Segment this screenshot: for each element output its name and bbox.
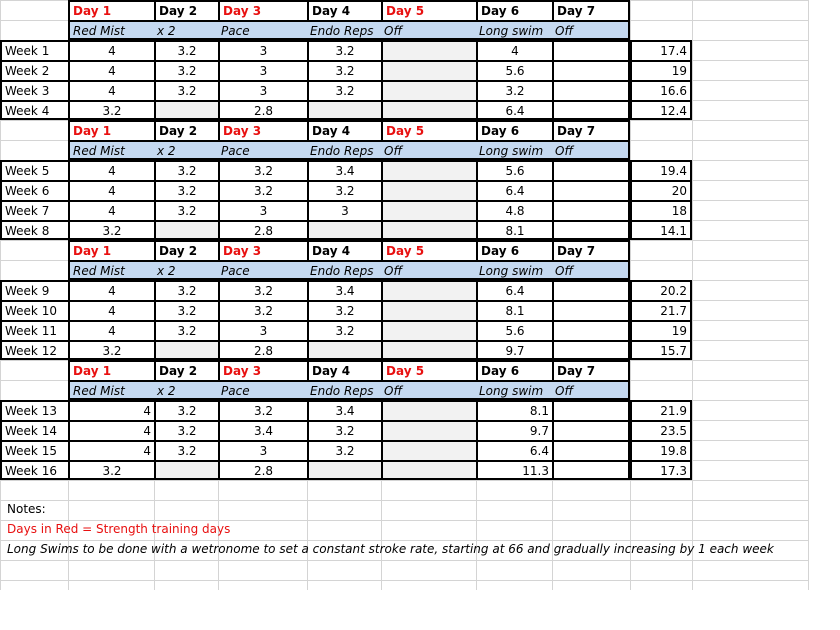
week-cell-day-2[interactable]: 3.2	[154, 440, 218, 460]
activity-header-3[interactable]: Pace	[218, 20, 307, 40]
week-label[interactable]: Week 8	[0, 220, 68, 240]
week-label[interactable]: Week 14	[0, 420, 68, 440]
day-header-2[interactable]: Day 2	[154, 0, 218, 20]
week-cell-day-7[interactable]	[552, 40, 630, 60]
week-cell-day-3[interactable]: 3	[218, 80, 307, 100]
week-cell-day-1[interactable]: 4	[68, 40, 154, 60]
week-label[interactable]: Week 10	[0, 300, 68, 320]
activity-header-1[interactable]: Red Mist	[68, 20, 154, 40]
week-total[interactable]: 15.7	[630, 340, 692, 360]
week-label[interactable]: Week 5	[0, 160, 68, 180]
activity-header-2[interactable]: x 2	[154, 140, 218, 160]
day-header-1[interactable]: Day 1	[68, 240, 154, 260]
day-header-2[interactable]: Day 2	[154, 360, 218, 380]
week-cell-day-4[interactable]	[307, 340, 381, 360]
week-cell-day-2[interactable]: 3.2	[154, 420, 218, 440]
week-cell-day-2[interactable]	[154, 220, 218, 240]
week-cell-day-4[interactable]: 3.2	[307, 40, 381, 60]
week-cell-day-2[interactable]	[154, 100, 218, 120]
week-cell-day-6[interactable]: 4	[476, 40, 552, 60]
week-label[interactable]: Week 2	[0, 60, 68, 80]
week-cell-day-3[interactable]: 3	[218, 40, 307, 60]
week-cell-day-7[interactable]	[552, 280, 630, 300]
week-cell-day-7[interactable]	[552, 320, 630, 340]
activity-header-4[interactable]: Endo Reps	[307, 260, 381, 280]
week-cell-day-4[interactable]: 3.2	[307, 300, 381, 320]
week-cell-day-5[interactable]	[381, 340, 476, 360]
week-cell-day-4[interactable]: 3.4	[307, 160, 381, 180]
week-label[interactable]: Week 12	[0, 340, 68, 360]
day-header-3[interactable]: Day 3	[218, 0, 307, 20]
week-cell-day-5[interactable]	[381, 440, 476, 460]
week-cell-day-2[interactable]: 3.2	[154, 160, 218, 180]
week-total[interactable]: 19.4	[630, 160, 692, 180]
gridline-horizontal	[0, 560, 808, 561]
week-cell-day-1[interactable]: 4	[68, 80, 154, 100]
week-total[interactable]: 23.5	[630, 420, 692, 440]
week-cell-day-7[interactable]	[552, 460, 630, 480]
activity-header-5[interactable]: Off	[381, 20, 476, 40]
day-header-1[interactable]: Day 1	[68, 360, 154, 380]
week-cell-day-5[interactable]	[381, 160, 476, 180]
gridline-vertical	[692, 0, 693, 590]
week-total[interactable]: 21.7	[630, 300, 692, 320]
week-cell-day-1[interactable]: 4	[68, 160, 154, 180]
week-cell-day-6[interactable]: 9.7	[476, 340, 552, 360]
week-cell-day-4[interactable]	[307, 100, 381, 120]
activity-header-2[interactable]: x 2	[154, 20, 218, 40]
week-cell-day-4[interactable]: 3.4	[307, 280, 381, 300]
week-cell-day-5[interactable]	[381, 200, 476, 220]
week-cell-day-3[interactable]: 3.2	[218, 280, 307, 300]
week-cell-day-3[interactable]: 3.4	[218, 420, 307, 440]
day-header-1[interactable]: Day 1	[68, 120, 154, 140]
activity-header-1[interactable]: Red Mist	[68, 380, 154, 400]
week-cell-day-6[interactable]: 6.4	[476, 280, 552, 300]
week-cell-day-1[interactable]: 4	[68, 420, 154, 440]
week-cell-day-5[interactable]	[381, 220, 476, 240]
week-cell-day-1[interactable]: 4	[68, 200, 154, 220]
day-header-7[interactable]: Day 7	[552, 120, 630, 140]
activity-header-4[interactable]: Endo Reps	[307, 140, 381, 160]
day-header-5[interactable]: Day 5	[381, 120, 476, 140]
week-cell-day-1[interactable]: 4	[68, 320, 154, 340]
activity-header-6[interactable]: Long swim	[476, 140, 552, 160]
day-header-7[interactable]: Day 7	[552, 240, 630, 260]
week-label[interactable]: Week 9	[0, 280, 68, 300]
notes-long-swim[interactable]: Long Swims to be done with a wetronome to set a constant stroke rate, starting at 66 and gradually increasing by 1 each week	[7, 542, 774, 556]
week-cell-day-6[interactable]: 11.3	[476, 460, 552, 480]
week-total[interactable]: 19	[630, 320, 692, 340]
week-cell-day-1[interactable]: 4	[68, 300, 154, 320]
day-header-4[interactable]: Day 4	[307, 240, 381, 260]
day-header-3[interactable]: Day 3	[218, 120, 307, 140]
week-cell-day-1[interactable]: 3.2	[68, 100, 154, 120]
activity-header-7[interactable]: Off	[552, 380, 630, 400]
day-header-4[interactable]: Day 4	[307, 120, 381, 140]
week-cell-day-2[interactable]: 3.2	[154, 200, 218, 220]
day-header-6[interactable]: Day 6	[476, 0, 552, 20]
day-header-3[interactable]: Day 3	[218, 240, 307, 260]
week-cell-day-7[interactable]	[552, 160, 630, 180]
week-cell-day-4[interactable]: 3.2	[307, 60, 381, 80]
week-cell-day-6[interactable]: 9.7	[476, 420, 552, 440]
week-cell-day-4[interactable]: 3.2	[307, 420, 381, 440]
week-cell-day-2[interactable]: 3.2	[154, 180, 218, 200]
week-total[interactable]: 17.4	[630, 40, 692, 60]
week-label[interactable]: Week 4	[0, 100, 68, 120]
day-header-2[interactable]: Day 2	[154, 120, 218, 140]
week-cell-day-5[interactable]	[381, 460, 476, 480]
week-cell-day-2[interactable]: 3.2	[154, 280, 218, 300]
activity-header-2[interactable]: x 2	[154, 380, 218, 400]
notes-heading[interactable]: Notes:	[7, 502, 46, 516]
notes-strength-days[interactable]: Days in Red = Strength training days	[7, 522, 231, 536]
week-cell-day-3[interactable]: 3.2	[218, 400, 307, 420]
week-cell-day-4[interactable]	[307, 460, 381, 480]
week-cell-day-5[interactable]	[381, 280, 476, 300]
week-label[interactable]: Week 1	[0, 40, 68, 60]
week-cell-day-1[interactable]: 4	[68, 440, 154, 460]
week-total[interactable]: 21.9	[630, 400, 692, 420]
week-cell-day-1[interactable]: 4	[68, 400, 154, 420]
week-cell-day-6[interactable]: 4.8	[476, 200, 552, 220]
week-cell-day-4[interactable]	[307, 220, 381, 240]
week-label[interactable]: Week 15	[0, 440, 68, 460]
week-cell-day-6[interactable]: 6.4	[476, 180, 552, 200]
week-cell-day-5[interactable]	[381, 80, 476, 100]
activity-header-5[interactable]: Off	[381, 260, 476, 280]
week-cell-day-2[interactable]	[154, 460, 218, 480]
week-cell-day-3[interactable]: 2.8	[218, 220, 307, 240]
week-cell-day-3[interactable]: 3.2	[218, 160, 307, 180]
activity-header-5[interactable]: Off	[381, 380, 476, 400]
week-cell-day-1[interactable]: 4	[68, 180, 154, 200]
week-cell-day-7[interactable]	[552, 100, 630, 120]
week-cell-day-2[interactable]: 3.2	[154, 80, 218, 100]
week-cell-day-4[interactable]: 3.2	[307, 180, 381, 200]
activity-header-4[interactable]: Endo Reps	[307, 380, 381, 400]
day-header-7[interactable]: Day 7	[552, 360, 630, 380]
week-cell-day-3[interactable]: 3	[218, 440, 307, 460]
week-cell-day-3[interactable]: 3	[218, 200, 307, 220]
week-cell-day-7[interactable]	[552, 80, 630, 100]
week-total[interactable]: 18	[630, 200, 692, 220]
day-header-6[interactable]: Day 6	[476, 240, 552, 260]
week-cell-day-3[interactable]: 3	[218, 60, 307, 80]
week-cell-day-3[interactable]: 2.8	[218, 460, 307, 480]
week-cell-day-6[interactable]: 6.4	[476, 100, 552, 120]
week-cell-day-3[interactable]: 2.8	[218, 100, 307, 120]
day-header-5[interactable]: Day 5	[381, 360, 476, 380]
week-label[interactable]: Week 3	[0, 80, 68, 100]
day-header-6[interactable]: Day 6	[476, 120, 552, 140]
week-label[interactable]: Week 6	[0, 180, 68, 200]
activity-header-3[interactable]: Pace	[218, 260, 307, 280]
week-total[interactable]: 19	[630, 60, 692, 80]
week-cell-day-2[interactable]: 3.2	[154, 40, 218, 60]
activity-header-3[interactable]: Pace	[218, 140, 307, 160]
week-cell-day-1[interactable]: 3.2	[68, 220, 154, 240]
week-total[interactable]: 14.1	[630, 220, 692, 240]
week-cell-day-5[interactable]	[381, 420, 476, 440]
week-cell-day-4[interactable]: 3.2	[307, 80, 381, 100]
activity-header-7[interactable]: Off	[552, 20, 630, 40]
week-cell-day-3[interactable]: 3.2	[218, 180, 307, 200]
week-cell-day-2[interactable]: 3.2	[154, 300, 218, 320]
week-cell-day-5[interactable]	[381, 100, 476, 120]
activity-header-6[interactable]: Long swim	[476, 20, 552, 40]
week-cell-day-5[interactable]	[381, 320, 476, 340]
week-label[interactable]: Week 7	[0, 200, 68, 220]
week-total[interactable]: 17.3	[630, 460, 692, 480]
week-cell-day-1[interactable]: 4	[68, 60, 154, 80]
week-cell-day-5[interactable]	[381, 300, 476, 320]
week-cell-day-4[interactable]: 3.4	[307, 400, 381, 420]
week-cell-day-6[interactable]: 8.1	[476, 300, 552, 320]
day-header-1[interactable]: Day 1	[68, 0, 154, 20]
activity-header-2[interactable]: x 2	[154, 260, 218, 280]
day-header-4[interactable]: Day 4	[307, 360, 381, 380]
week-cell-day-6[interactable]: 6.4	[476, 440, 552, 460]
activity-header-1[interactable]: Red Mist	[68, 260, 154, 280]
week-cell-day-1[interactable]: 3.2	[68, 460, 154, 480]
week-cell-day-3[interactable]: 3	[218, 320, 307, 340]
week-cell-day-2[interactable]	[154, 340, 218, 360]
week-cell-day-7[interactable]	[552, 340, 630, 360]
week-cell-day-7[interactable]	[552, 420, 630, 440]
week-cell-day-5[interactable]	[381, 40, 476, 60]
week-total[interactable]: 20.2	[630, 280, 692, 300]
week-cell-day-5[interactable]	[381, 180, 476, 200]
week-cell-day-7[interactable]	[552, 400, 630, 420]
day-header-2[interactable]: Day 2	[154, 240, 218, 260]
activity-header-6[interactable]: Long swim	[476, 260, 552, 280]
activity-header-1[interactable]: Red Mist	[68, 140, 154, 160]
activity-header-3[interactable]: Pace	[218, 380, 307, 400]
week-cell-day-4[interactable]: 3	[307, 200, 381, 220]
week-cell-day-3[interactable]: 3.2	[218, 300, 307, 320]
activity-header-6[interactable]: Long swim	[476, 380, 552, 400]
week-label[interactable]: Week 16	[0, 460, 68, 480]
activity-header-4[interactable]: Endo Reps	[307, 20, 381, 40]
activity-header-5[interactable]: Off	[381, 140, 476, 160]
week-cell-day-4[interactable]: 3.2	[307, 320, 381, 340]
week-cell-day-1[interactable]: 3.2	[68, 340, 154, 360]
week-cell-day-6[interactable]: 3.2	[476, 80, 552, 100]
week-cell-day-7[interactable]	[552, 440, 630, 460]
activity-header-7[interactable]: Off	[552, 260, 630, 280]
week-label[interactable]: Week 13	[0, 400, 68, 420]
week-cell-day-1[interactable]: 4	[68, 280, 154, 300]
week-cell-day-7[interactable]	[552, 180, 630, 200]
day-header-4[interactable]: Day 4	[307, 0, 381, 20]
week-label[interactable]: Week 11	[0, 320, 68, 340]
gridline-vertical	[808, 0, 809, 590]
week-cell-day-7[interactable]	[552, 300, 630, 320]
week-cell-day-2[interactable]: 3.2	[154, 400, 218, 420]
week-cell-day-2[interactable]: 3.2	[154, 60, 218, 80]
week-cell-day-7[interactable]	[552, 60, 630, 80]
week-total[interactable]: 12.4	[630, 100, 692, 120]
week-cell-day-6[interactable]: 5.6	[476, 160, 552, 180]
week-total[interactable]: 19.8	[630, 440, 692, 460]
week-cell-day-6[interactable]: 8.1	[476, 220, 552, 240]
week-cell-day-6[interactable]: 8.1	[476, 400, 552, 420]
day-header-5[interactable]: Day 5	[381, 0, 476, 20]
week-cell-day-5[interactable]	[381, 60, 476, 80]
day-header-7[interactable]: Day 7	[552, 0, 630, 20]
week-total[interactable]: 20	[630, 180, 692, 200]
week-cell-day-7[interactable]	[552, 200, 630, 220]
week-total[interactable]: 16.6	[630, 80, 692, 100]
week-cell-day-4[interactable]: 3.2	[307, 440, 381, 460]
week-cell-day-3[interactable]: 2.8	[218, 340, 307, 360]
week-cell-day-2[interactable]: 3.2	[154, 320, 218, 340]
week-cell-day-6[interactable]: 5.6	[476, 320, 552, 340]
week-cell-day-7[interactable]	[552, 220, 630, 240]
week-cell-day-6[interactable]: 5.6	[476, 60, 552, 80]
week-cell-day-5[interactable]	[381, 400, 476, 420]
activity-header-7[interactable]: Off	[552, 140, 630, 160]
day-header-3[interactable]: Day 3	[218, 360, 307, 380]
day-header-5[interactable]: Day 5	[381, 240, 476, 260]
day-header-6[interactable]: Day 6	[476, 360, 552, 380]
gridline-horizontal	[0, 580, 808, 581]
